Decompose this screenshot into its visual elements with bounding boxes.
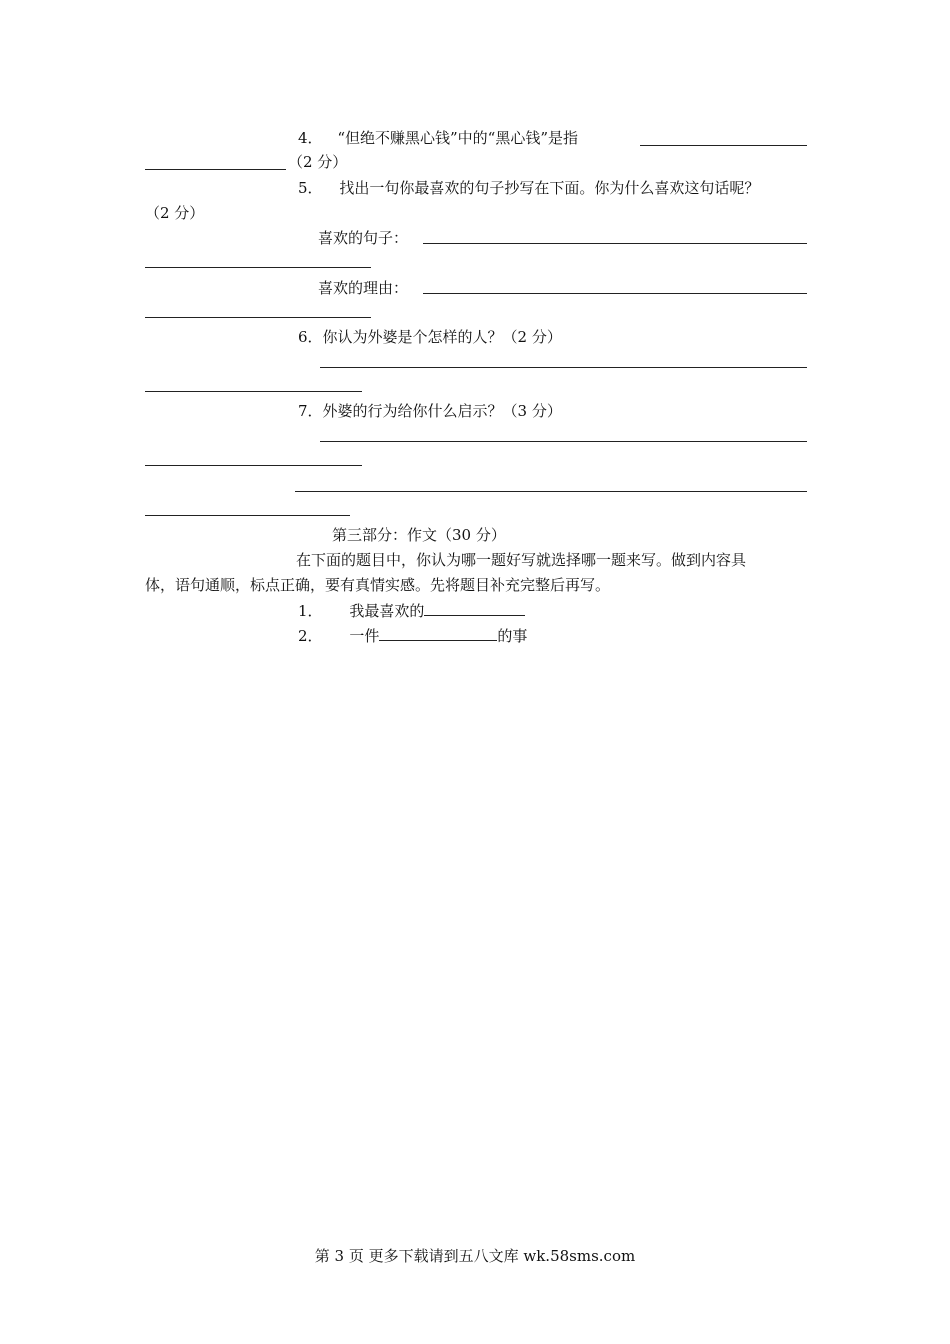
q5-reason-label: 喜欢的理由： xyxy=(318,279,409,297)
q7-answer-line-4[interactable] xyxy=(145,515,350,516)
page-footer: 第 3 页 更多下载请到五八文库 wk.58sms.com xyxy=(314,1247,636,1265)
topic-1 xyxy=(298,600,525,621)
q5-sentence-label: 喜欢的句子： xyxy=(318,229,409,247)
q5-sentence-answer-line-2[interactable] xyxy=(145,267,371,268)
q5-line xyxy=(298,178,759,198)
part3-heading: 第三部分：作文（30 分） xyxy=(332,526,506,544)
q5-sentence-answer-line-1[interactable] xyxy=(423,243,807,244)
q5-text: 找出一句你最喜欢的句子抄写在下面。你为什么喜欢这句话呢？ xyxy=(339,179,760,197)
topic-1-prefix: 我最喜欢的 xyxy=(349,602,425,620)
topic-2-number: 2． xyxy=(298,627,323,645)
part3-instructions-line-1: 在下面的题目中，你认为哪一题好写就选择哪一题来写。做到内容具 xyxy=(296,551,747,569)
q6-answer-line-1[interactable] xyxy=(320,367,807,368)
q4-answer-line-1[interactable] xyxy=(640,145,807,146)
topic-1-blank[interactable] xyxy=(424,600,525,616)
q6-text: 6．你认为外婆是个怎样的人？（2 分） xyxy=(298,328,562,346)
q4-line xyxy=(298,128,578,148)
q7-answer-line-3[interactable] xyxy=(295,491,807,492)
q4-number: 4． xyxy=(298,129,323,147)
q6-answer-line-2[interactable] xyxy=(145,391,362,392)
part3-instructions-line-2: 体，语句通顺，标点正确，要有真情实感。先将题目补充完整后再写。 xyxy=(145,576,611,594)
q7-answer-line-1[interactable] xyxy=(320,441,807,442)
topic-2 xyxy=(298,625,527,646)
q4-answer-line-2[interactable] xyxy=(145,169,286,170)
topic-2-blank[interactable] xyxy=(379,625,497,641)
q5-reason-answer-line-1[interactable] xyxy=(423,293,807,294)
q7-answer-line-2[interactable] xyxy=(145,465,362,466)
q7-text: 7．外婆的行为给你什么启示？（3 分） xyxy=(298,402,562,420)
topic-1-number: 1． xyxy=(298,602,323,620)
q4-text: “但绝不赚黑心钱”中的“黑心钱”是指 xyxy=(337,129,579,147)
q4-score: （2 分） xyxy=(288,153,348,171)
q5-number: 5． xyxy=(298,179,323,197)
topic-2-prefix: 一件 xyxy=(349,627,380,645)
topic-2-suffix: 的事 xyxy=(497,627,528,645)
q5-reason-answer-line-2[interactable] xyxy=(145,317,371,318)
q5-score: （2 分） xyxy=(145,204,205,222)
